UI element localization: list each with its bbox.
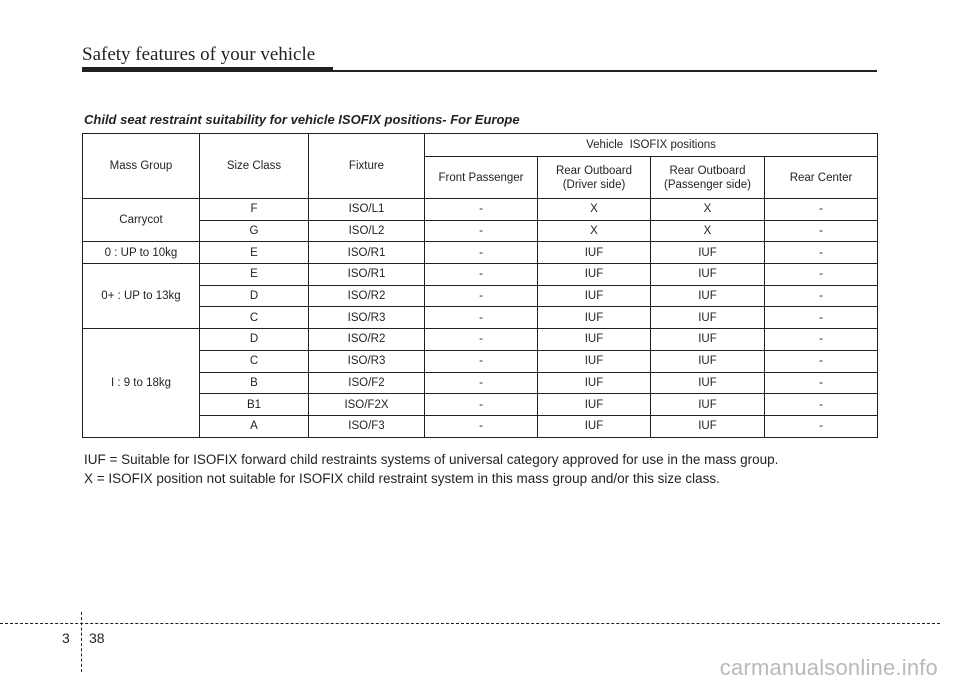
cell-rear-outboard-passenger: IUF — [651, 350, 765, 372]
table-row — [83, 372, 878, 394]
table-row — [83, 394, 878, 416]
cell-size-class: E — [200, 242, 309, 264]
cell-rear-outboard-passenger: IUF — [651, 415, 765, 437]
cell-size-class: C — [200, 307, 309, 329]
cell-rear-outboard-driver: X — [538, 220, 651, 242]
cell-rear-outboard-passenger: X — [651, 199, 765, 221]
cell-front-passenger: - — [425, 394, 538, 416]
table-row — [83, 199, 878, 221]
cell-rear-center: - — [765, 372, 878, 394]
cell-rear-outboard-driver: IUF — [538, 415, 651, 437]
cell-rear-outboard-driver: IUF — [538, 285, 651, 307]
cell-front-passenger: - — [425, 264, 538, 286]
cell-rear-center: - — [765, 329, 878, 351]
cell-fixture: ISO/R3 — [309, 307, 425, 329]
note-iuf: IUF = Suitable for ISOFIX forward child restraints systems of universal category approved for use in the mass group. — [84, 452, 779, 467]
cell-size-class: A — [200, 415, 309, 437]
page-header-title: Safety features of your vehicle — [82, 44, 316, 65]
header-line: (Passenger side) — [664, 178, 751, 191]
table-row — [83, 242, 878, 264]
cell-rear-center: - — [765, 394, 878, 416]
cell-rear-outboard-passenger: IUF — [651, 264, 765, 286]
table-row — [83, 220, 878, 242]
cell-size-class: D — [200, 329, 309, 351]
cell-front-passenger: - — [425, 199, 538, 221]
header-rule-thick — [82, 67, 333, 72]
cell-size-class: C — [200, 350, 309, 372]
cell-fixture: ISO/R3 — [309, 350, 425, 372]
table-row — [83, 264, 878, 286]
cell-mass-group: I : 9 to 18kg — [83, 329, 200, 437]
footer-page-number: 38 — [89, 630, 105, 646]
cell-front-passenger: - — [425, 285, 538, 307]
cell-front-passenger: - — [425, 220, 538, 242]
cell-rear-outboard-driver: IUF — [538, 372, 651, 394]
cell-rear-center: - — [765, 220, 878, 242]
cell-rear-center: - — [765, 264, 878, 286]
cell-rear-center: - — [765, 350, 878, 372]
cell-size-class: E — [200, 264, 309, 286]
cell-mass-group: 0+ : UP to 13kg — [83, 264, 200, 329]
cell-front-passenger: - — [425, 307, 538, 329]
header-line: Rear Outboard — [555, 164, 633, 177]
cell-rear-outboard-driver: IUF — [538, 242, 651, 264]
table-row — [83, 307, 878, 329]
col-header-rear-outboard-driver — [538, 157, 651, 199]
cell-size-class: B1 — [200, 394, 309, 416]
cell-rear-outboard-driver: IUF — [538, 350, 651, 372]
col-header-front-passenger: Front Passenger — [425, 157, 538, 199]
cell-front-passenger: - — [425, 329, 538, 351]
header-rule-thin — [333, 70, 877, 72]
cell-size-class: F — [200, 199, 309, 221]
footer-dashed-rule — [0, 623, 940, 624]
table-row — [83, 350, 878, 372]
footer-dashed-divider — [81, 612, 82, 672]
section-title: Child seat restraint suitability for vehicle ISOFIX positions- For Europe — [84, 112, 520, 127]
cell-rear-center: - — [765, 285, 878, 307]
cell-fixture: ISO/F2 — [309, 372, 425, 394]
cell-fixture: ISO/L2 — [309, 220, 425, 242]
cell-rear-center: - — [765, 242, 878, 264]
cell-rear-center: - — [765, 415, 878, 437]
col-header-vehicle-isofix-positions: Vehicle ISOFIX positions — [425, 134, 878, 157]
header-line: Rear Outboard — [669, 164, 746, 177]
cell-rear-outboard-driver: IUF — [538, 307, 651, 329]
cell-rear-outboard-passenger: IUF — [651, 372, 765, 394]
cell-rear-outboard-passenger: IUF — [651, 307, 765, 329]
cell-rear-outboard-passenger: IUF — [651, 329, 765, 351]
isofix-suitability-table — [82, 133, 878, 438]
table-row — [83, 329, 878, 351]
cell-rear-center: - — [765, 307, 878, 329]
cell-fixture: ISO/R1 — [309, 264, 425, 286]
cell-size-class: G — [200, 220, 309, 242]
cell-fixture: ISO/R2 — [309, 285, 425, 307]
cell-front-passenger: - — [425, 415, 538, 437]
col-header-rear-outboard-passenger — [651, 157, 765, 199]
cell-fixture: ISO/F3 — [309, 415, 425, 437]
cell-rear-outboard-driver: IUF — [538, 264, 651, 286]
cell-front-passenger: - — [425, 372, 538, 394]
note-x: X = ISOFIX position not suitable for ISOFIX child restraint system in this mass group and/or this size class. — [84, 471, 720, 486]
col-header-size-class: Size Class — [200, 134, 309, 199]
cell-mass-group: 0 : UP to 10kg — [83, 242, 200, 264]
cell-fixture: ISO/L1 — [309, 199, 425, 221]
cell-mass-group: Carrycot — [83, 199, 200, 242]
header-line: (Driver side) — [562, 178, 626, 191]
cell-front-passenger: - — [425, 242, 538, 264]
cell-rear-outboard-driver: X — [538, 199, 651, 221]
cell-fixture: ISO/R1 — [309, 242, 425, 264]
cell-rear-outboard-passenger: IUF — [651, 242, 765, 264]
table-row — [83, 285, 878, 307]
cell-size-class: B — [200, 372, 309, 394]
table-row — [83, 415, 878, 437]
cell-front-passenger: - — [425, 350, 538, 372]
col-header-fixture: Fixture — [309, 134, 425, 199]
cell-rear-outboard-passenger: IUF — [651, 394, 765, 416]
cell-size-class: D — [200, 285, 309, 307]
cell-rear-outboard-passenger: IUF — [651, 285, 765, 307]
cell-rear-outboard-passenger: X — [651, 220, 765, 242]
cell-rear-outboard-driver: IUF — [538, 329, 651, 351]
footer-chapter-number: 3 — [62, 630, 70, 646]
watermark-text: carmanualsonline.info — [719, 655, 938, 680]
cell-fixture: ISO/F2X — [309, 394, 425, 416]
table-notes — [84, 450, 778, 488]
cell-fixture: ISO/R2 — [309, 329, 425, 351]
col-header-rear-center: Rear Center — [765, 157, 878, 199]
col-header-mass-group: Mass Group — [83, 134, 200, 199]
cell-rear-center: - — [765, 199, 878, 221]
cell-rear-outboard-driver: IUF — [538, 394, 651, 416]
